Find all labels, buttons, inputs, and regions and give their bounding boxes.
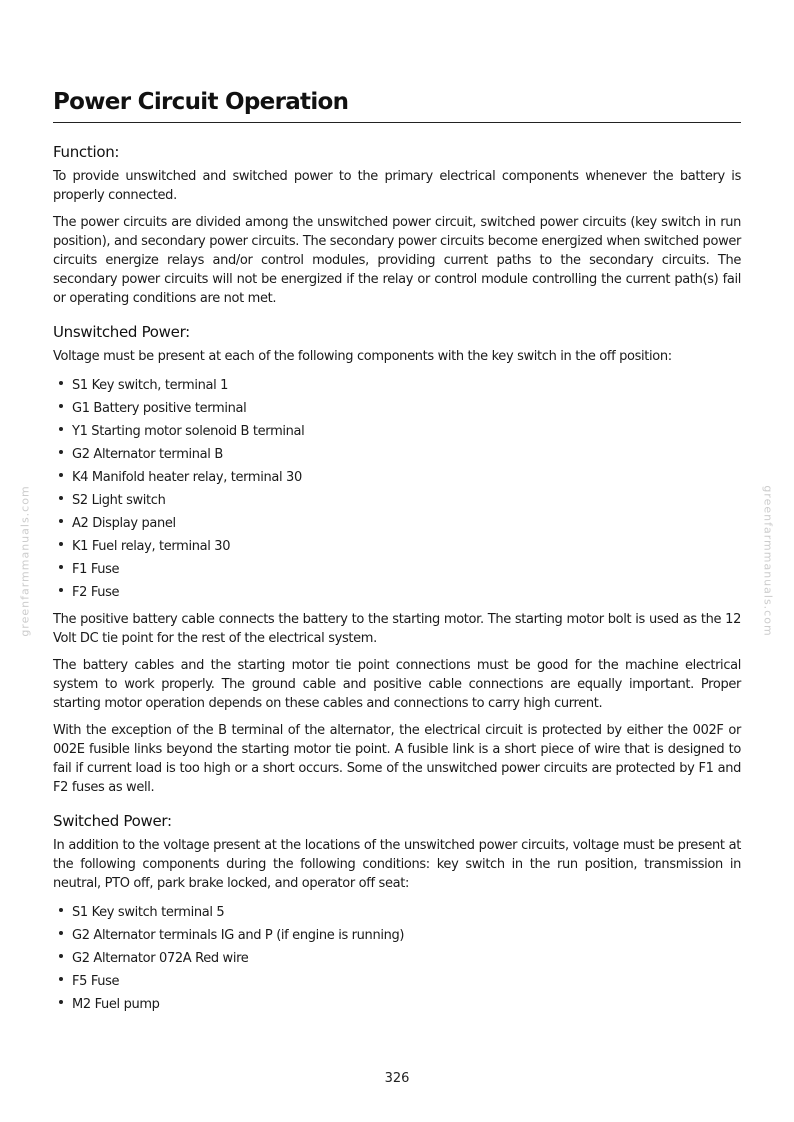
page-title: Power Circuit Operation bbox=[53, 89, 349, 115]
list-item: G1 Battery positive terminal bbox=[53, 397, 741, 420]
list-item: G2 Alternator 072A Red wire bbox=[53, 947, 741, 970]
function-heading: Function: bbox=[53, 143, 120, 161]
list-item: S1 Key switch terminal 5 bbox=[53, 901, 741, 924]
list-item: Y1 Starting motor solenoid B terminal bbox=[53, 420, 741, 443]
list-item: M2 Fuel pump bbox=[53, 993, 741, 1016]
list-item: F5 Fuse bbox=[53, 970, 741, 993]
title-rule bbox=[53, 122, 741, 123]
unswitched-paragraph-3: With the exception of the B terminal of the alternator, the electrical circuit is protected by either the 002F or 002E fusible links beyond the starting motor tie point. A fusible link is a short piece of wire that is designed to fail if current load is too high or a short occurs. Some of the unswitched power circuits are protected by F1 and F2 fuses as well. bbox=[53, 723, 741, 795]
watermark-left: greenfarmmanuals.com bbox=[18, 485, 32, 637]
list-item: K1 Fuel relay, terminal 30 bbox=[53, 535, 741, 558]
list-item: F2 Fuse bbox=[53, 581, 741, 604]
switched-list bbox=[53, 901, 741, 1016]
watermark-right: greenfarmmanuals.com bbox=[761, 485, 775, 637]
list-item: A2 Display panel bbox=[53, 512, 741, 535]
unswitched-paragraph-2: The battery cables and the starting motor tie point connections must be good for the machine electrical system to work properly. The ground cable and positive cable connections are equally important. Proper starting motor operation depends on these cables and connections to carry high current. bbox=[53, 658, 741, 711]
list-item: K4 Manifold heater relay, terminal 30 bbox=[53, 466, 741, 489]
function-paragraph-1: To provide unswitched and switched power to the primary electrical components whenever the battery is properly connected. bbox=[53, 169, 741, 203]
unswitched-list bbox=[53, 374, 741, 604]
list-item: S2 Light switch bbox=[53, 489, 741, 512]
switched-heading: Switched Power: bbox=[53, 812, 172, 830]
list-item: G2 Alternator terminals IG and P (if engine is running) bbox=[53, 924, 741, 947]
unswitched-heading: Unswitched Power: bbox=[53, 323, 190, 341]
unswitched-intro: Voltage must be present at each of the following components with the key switch in the off position: bbox=[53, 349, 672, 364]
document-page bbox=[53, 84, 741, 1022]
list-item: S1 Key switch, terminal 1 bbox=[53, 374, 741, 397]
switched-intro: In addition to the voltage present at the locations of the unswitched power circuits, voltage must be present at the following components during the following conditions: key switch in the run position, transmission in neutral, PTO off, park brake locked, and operator off seat: bbox=[53, 838, 741, 891]
unswitched-paragraph-1: The positive battery cable connects the battery to the starting motor. The starting motor bolt is used as the 12 Volt DC tie point for the rest of the electrical system. bbox=[53, 612, 741, 646]
list-item: G2 Alternator terminal B bbox=[53, 443, 741, 466]
page-number: 326 bbox=[384, 1071, 410, 1086]
list-item: F1 Fuse bbox=[53, 558, 741, 581]
function-paragraph-2: The power circuits are divided among the unswitched power circuit, switched power circuits (key switch in run position), and secondary power circuits. The secondary power circuits become energized when switched power circuits energize relays and/or control modules, providing current paths to the secondary circuits. The secondary power circuits will not be energized if the relay or control module controlling the current path(s) fail or operating conditions are not met. bbox=[53, 215, 741, 306]
